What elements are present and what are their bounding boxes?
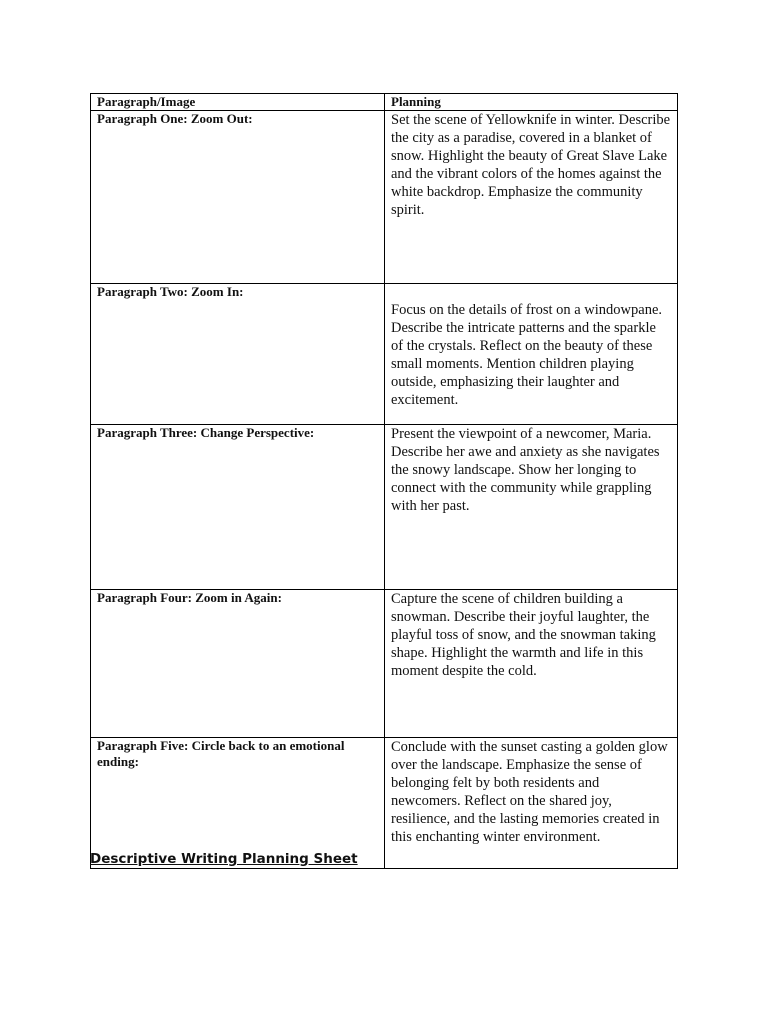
paragraph-label: Paragraph Five: Circle back to an emotional ending: xyxy=(91,738,385,869)
planning-text: Focus on the details of frost on a windowpane. Describe the intricate patterns and the sparkle of the crystals. Reflect on the beauty of these small moments. Mention children playing outside, emphasizing their laughter and excitement. xyxy=(385,284,678,425)
header-planning: Planning xyxy=(385,94,678,111)
paragraph-label: Paragraph One: Zoom Out: xyxy=(91,111,385,284)
table-row xyxy=(91,425,678,590)
paragraph-label: Paragraph Three: Change Perspective: xyxy=(91,425,385,590)
planning-text: Conclude with the sunset casting a golden glow over the landscape. Emphasize the sense of belonging felt by both residents and newcomers. Reflect on the shared joy, resilience, and the lasting memories created in this enchanting winter environment. xyxy=(385,738,678,869)
paragraph-label: Paragraph Four: Zoom in Again: xyxy=(91,590,385,738)
table-row xyxy=(91,111,678,284)
planning-text: Set the scene of Yellowknife in winter. Describe the city as a paradise, covered in a blanket of snow. Highlight the beauty of Great Slave Lake and the vibrant colors of the homes against the white backdrop. Emphasize the community spirit. xyxy=(385,111,678,284)
table-row xyxy=(91,590,678,738)
table-row xyxy=(91,738,678,869)
paragraph-label: Paragraph Two: Zoom In: xyxy=(91,284,385,425)
table-row xyxy=(91,284,678,425)
table-header-row xyxy=(91,94,678,111)
header-paragraph-image: Paragraph/Image xyxy=(91,94,385,111)
planning-sheet xyxy=(90,93,678,869)
page-title: Descriptive Writing Planning Sheet xyxy=(90,851,358,867)
planning-text: Present the viewpoint of a newcomer, Maria. Describe her awe and anxiety as she navigates the snowy landscape. Show her longing to connect with the community while grappling with her past. xyxy=(385,425,678,590)
planning-table xyxy=(90,93,678,869)
planning-text: Capture the scene of children building a snowman. Describe their joyful laughter, the playful toss of snow, and the snowman taking shape. Highlight the warmth and life in this moment despite the cold. xyxy=(385,590,678,738)
